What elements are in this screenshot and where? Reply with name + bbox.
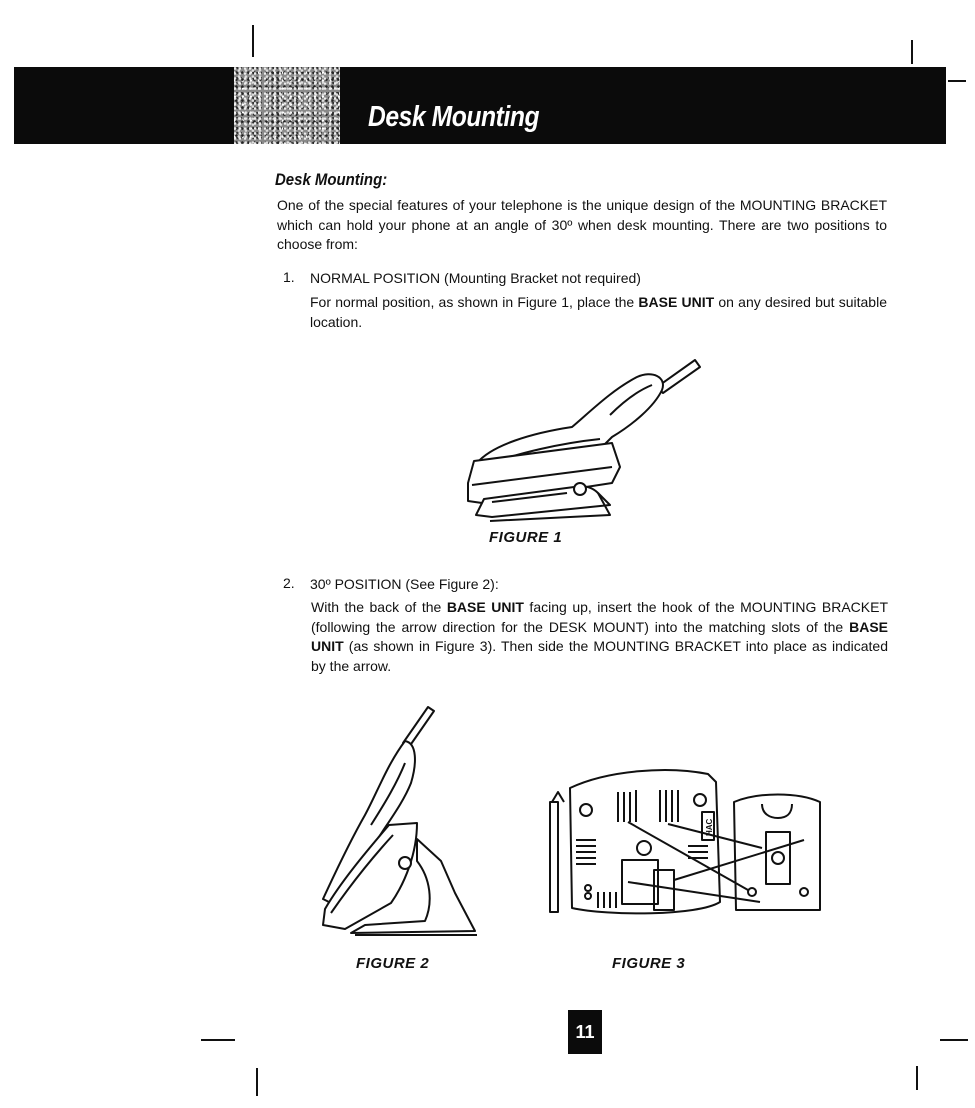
item-1-number: 1. <box>283 269 295 285</box>
item-1-body-bold: BASE UNIT <box>638 294 715 310</box>
figure-1-illustration <box>462 355 722 525</box>
item-2-body-bold-d: BASE UNIT <box>311 618 888 654</box>
item-2-body <box>311 598 888 676</box>
banner-texture <box>234 67 340 144</box>
figure-3-illustration <box>548 762 828 922</box>
item-1-body-text: For normal position, as shown in Figure 1, place the <box>310 294 639 310</box>
page-number: 11 <box>568 1010 602 1054</box>
item-2-body-text-a: With the back of the <box>311 599 447 615</box>
item-2-body-text-e: (as shown in Figure 3). Then side the MOUNTING BRACKET into place as indicated by the arrow. <box>311 638 888 674</box>
figure-2-illustration <box>305 703 485 943</box>
page-title: Desk Mounting <box>368 101 540 133</box>
crop-mark-right-dash <box>948 80 966 82</box>
figure-2-caption: FIGURE 2 <box>356 955 430 972</box>
figure-3-caption: FIGURE 3 <box>612 955 686 972</box>
header-banner <box>14 67 946 144</box>
item-2-body-text-c: facing up, insert the hook of the MOUNTING BRACKET (following the arrow direction for the DESK MOUNT) into the matching slots of the <box>311 599 889 635</box>
item-2-number: 2. <box>283 575 295 591</box>
item-1-body-text-end: on any desired but suitable location. <box>310 294 887 330</box>
crop-mark-bottom-right <box>916 1066 918 1090</box>
section-heading: Desk Mounting: <box>275 170 388 189</box>
hac-label: HAC <box>705 818 714 836</box>
crop-mark-bottom-left <box>256 1068 258 1096</box>
crop-mark-bottom-right-dash <box>940 1039 968 1041</box>
item-2-body-bold-a: BASE UNIT <box>446 599 524 615</box>
item-2-title: 30º POSITION (See Figure 2): <box>310 576 499 592</box>
intro-paragraph: One of the special features of your telephone is the unique design of the MOUNTING BRACKET which can hold your phone at an angle of 30º when desk mounting. There are two positions to choose from: <box>277 197 887 252</box>
item-1-body <box>310 293 887 332</box>
item-1-title: NORMAL POSITION (Mounting Bracket not required) <box>310 270 641 286</box>
crop-mark-top-right <box>911 40 913 64</box>
crop-mark-top-left <box>252 25 254 57</box>
crop-mark-bottom-left-dash <box>201 1039 235 1041</box>
figure-1-caption: FIGURE 1 <box>489 529 563 546</box>
